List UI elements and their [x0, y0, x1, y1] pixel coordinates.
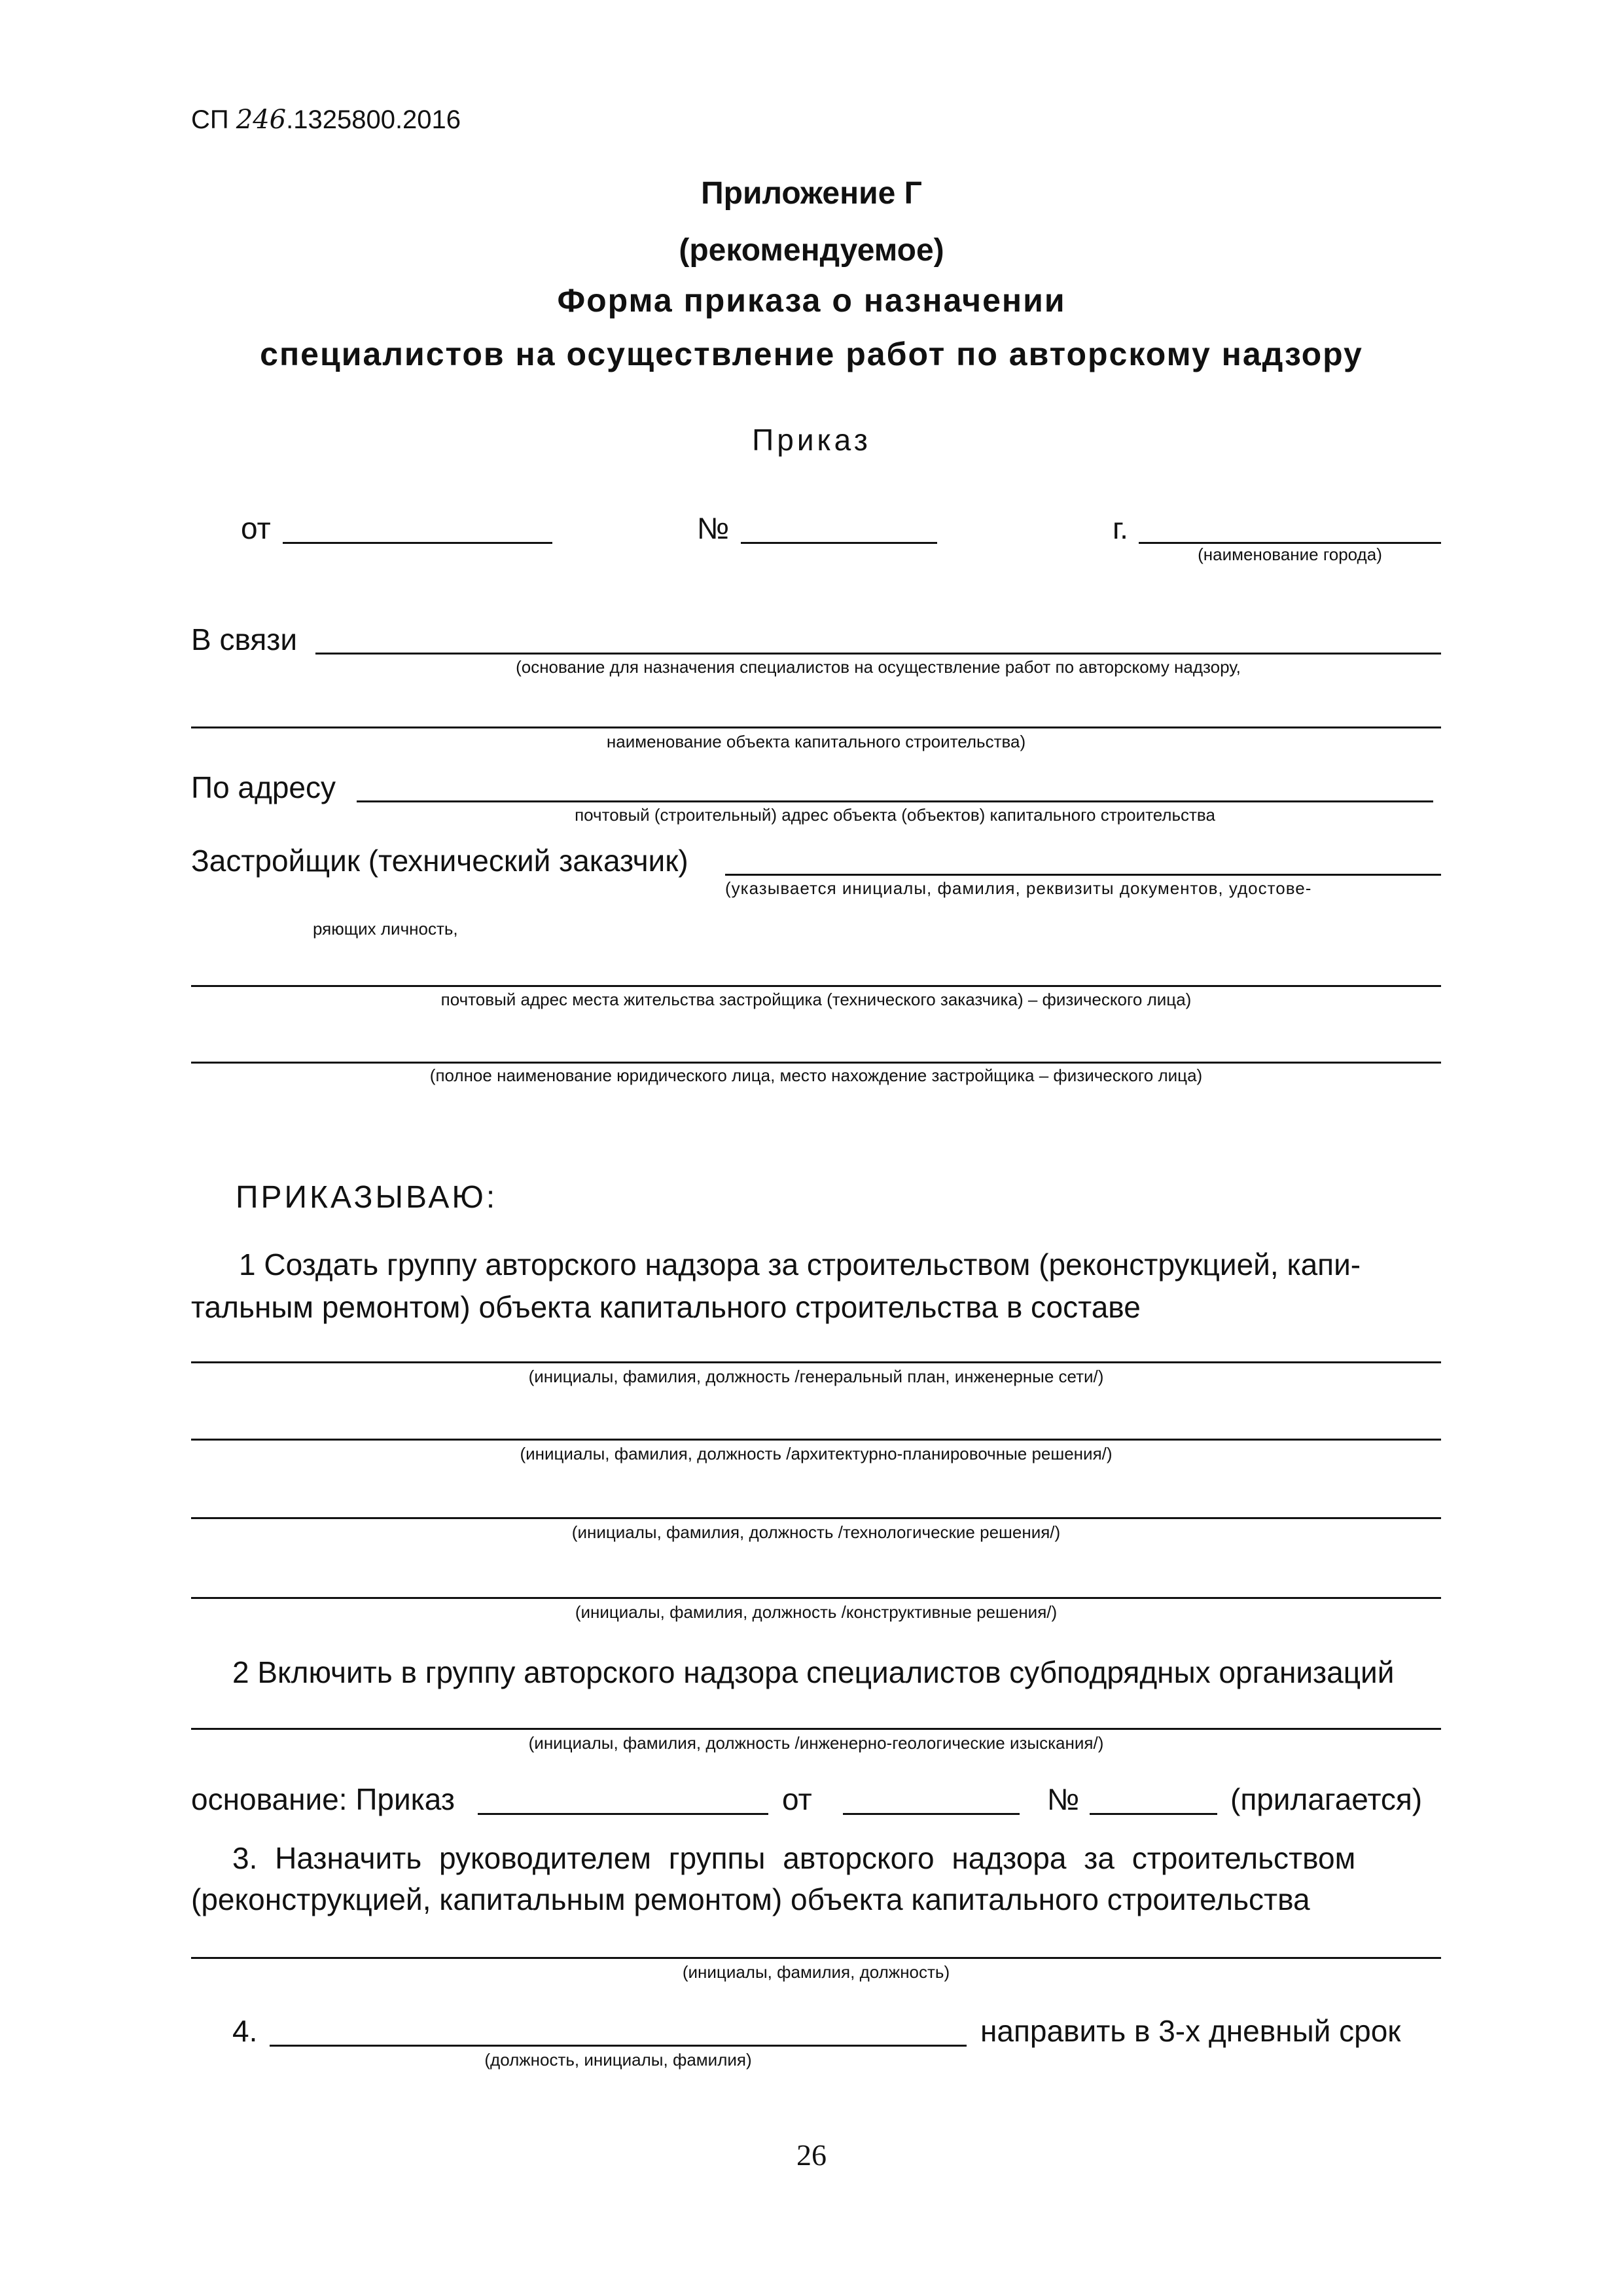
item4-field-line: [270, 2045, 967, 2047]
basis-attached: (прилагается): [1230, 1782, 1423, 1816]
item1-field-line-3: [191, 1517, 1441, 1519]
developer-caption-2: ряющих личность,: [313, 919, 458, 939]
item1-line1: 1 Создать группу авторского надзора за строительством (реконструкцией, капи-: [239, 1247, 1361, 1282]
order-heading: ПРИКАЗЫВАЮ:: [236, 1180, 498, 1215]
item1-caption-4: (инициалы, фамилия, должность /конструктивные решения/): [575, 1602, 1058, 1622]
basis-from-label: от: [782, 1782, 812, 1816]
item3-line2: (реконструкцией, капитальным ремонтом) объекта капитального строительства: [191, 1882, 1310, 1916]
appendix-title: Приложение Г: [701, 176, 922, 211]
code-suffix: .1325800.2016: [286, 105, 461, 134]
basis-date-line: [843, 1813, 1020, 1815]
object-field-line: [191, 726, 1441, 728]
city-field-line: [1139, 542, 1441, 544]
order-word: Приказ: [752, 423, 871, 457]
number-field-line: [741, 542, 937, 544]
developer-caption-3: почтовый адрес места жительства застройщика (технического заказчика) – физического лица): [440, 990, 1192, 1009]
form-title-line2: специалистов на осуществление работ по авторскому надзору: [260, 336, 1363, 372]
page-number: 26: [796, 2138, 827, 2172]
city-prefix: г.: [1113, 511, 1128, 545]
connection-field-line: [315, 653, 1441, 655]
item3-caption: (инициалы, фамилия, должность): [682, 1962, 950, 1982]
address-label: По адресу: [191, 770, 336, 804]
number-label: №: [697, 511, 730, 545]
item3-line1: 3. Назначить руководителем группы авторского надзора за строительством: [232, 1841, 1356, 1875]
developer-label: Застройщик (технический заказчик): [191, 844, 688, 878]
developer-caption-1: (указывается инициалы, фамилия, реквизиты документов, удостове-: [725, 878, 1312, 898]
item4-number: 4.: [232, 2014, 258, 2048]
item1-field-line-1: [191, 1361, 1441, 1363]
item1-field-line-4: [191, 1597, 1441, 1599]
connection-label: В связи: [191, 622, 298, 656]
handwritten-number: 246: [236, 105, 287, 135]
basis-number-line: [1090, 1813, 1217, 1815]
item1-caption-3: (инициалы, фамилия, должность /технологические решения/): [571, 1522, 1061, 1542]
item2-caption: (инициалы, фамилия, должность /инженерно-геологические изыскания/): [528, 1733, 1104, 1753]
item4-caption: (должность, инициалы, фамилия): [484, 2050, 752, 2070]
basis-order-line: [478, 1813, 768, 1815]
date-from-label: от: [241, 511, 271, 545]
developer-field-line: [725, 874, 1441, 876]
address-field-line: [357, 800, 1433, 802]
form-title-line1: Форма приказа о назначении: [557, 282, 1066, 319]
item1-caption-1: (инициалы, фамилия, должность /генеральный план, инженерные сети/): [528, 1367, 1104, 1386]
address-caption: почтовый (строительный) адрес объекта (объектов) капитального строительства: [575, 805, 1215, 825]
document-code: [191, 105, 461, 135]
connection-caption-1: (основание для назначения специалистов на осуществление работ по авторскому надзору,: [516, 657, 1241, 677]
item1-caption-2: (инициалы, фамилия, должность /архитектурно-планировочные решения/): [520, 1444, 1113, 1463]
item4-text: направить в 3-х дневный срок: [980, 2014, 1401, 2048]
connection-caption-2: наименование объекта капитального строительства): [606, 732, 1026, 751]
code-prefix: СП: [191, 105, 236, 134]
developer-legal-line: [191, 1062, 1441, 1064]
item1-field-line-2: [191, 1439, 1441, 1441]
appendix-status: (рекомендуемое): [679, 233, 944, 268]
developer-address-line: [191, 985, 1441, 987]
date-field-line: [283, 542, 552, 544]
city-caption: (наименование города): [1198, 545, 1382, 564]
item2-text: 2 Включить в группу авторского надзора специалистов субподрядных организаций: [232, 1655, 1395, 1689]
item3-field-line: [191, 1957, 1441, 1959]
item2-field-line: [191, 1728, 1441, 1730]
basis-number-label: №: [1047, 1782, 1080, 1816]
item1-line2: тальным ремонтом) объекта капитального строительства в составе: [191, 1290, 1141, 1324]
developer-caption-4: (полное наименование юридического лица, место нахождение застройщика – физического лица): [429, 1066, 1203, 1085]
basis-label: основание: Приказ: [191, 1782, 455, 1816]
